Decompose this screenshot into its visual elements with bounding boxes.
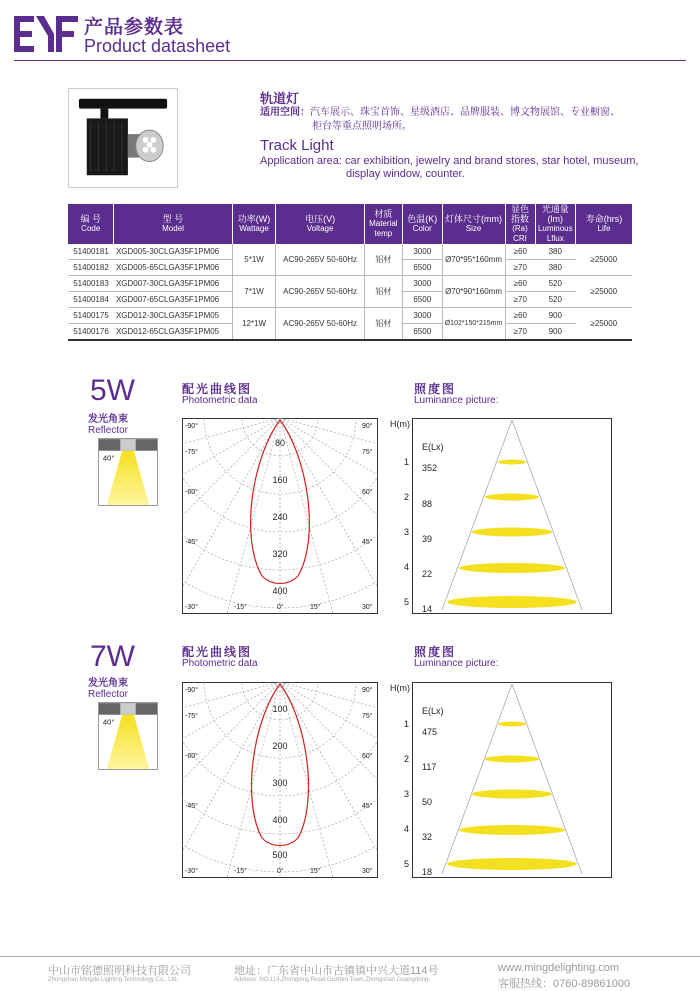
col-cri: 显色 指数 (Ra) CRI [505, 204, 535, 244]
cell-model: XGD012-65CLGA35F1PM05 [114, 324, 232, 341]
col-color: 色温(K) Color [402, 204, 442, 244]
height-label: 4 [404, 562, 410, 572]
angle-label: -15° [234, 868, 247, 875]
cell-color: 3000 [402, 276, 442, 292]
cell-size: Ø70*90*160mm [442, 276, 505, 308]
angle-label: 60° [362, 489, 373, 496]
luminance-title-en-7w: Luminance picture: [414, 658, 499, 669]
lux-label: 88 [422, 499, 433, 509]
table-row [68, 308, 632, 324]
photometric-title-en-7w: Photometric data [182, 658, 258, 669]
application-line1-cn: 汽车展示、珠宝首饰、星级酒店、品牌服装、博文物展馆、专业橱窗、 [310, 107, 620, 118]
cell-wattage: 5*1W [232, 244, 276, 276]
photometric-title-en-5w: Photometric data [182, 395, 258, 406]
ring-label: 500 [272, 850, 288, 860]
angle-label: 90° [362, 423, 373, 430]
col-material: 材质 Material temp [364, 204, 402, 244]
col-code: 编 号 Code [68, 204, 114, 244]
cell-code: 51400175 [68, 308, 114, 324]
product-photo [68, 88, 178, 188]
footer-company-cn: 中山市铭德照明科技有限公司 [48, 965, 191, 977]
angle-label: 30° [362, 604, 373, 611]
angle-label: 45° [362, 803, 373, 810]
cell-flux: 380 [535, 244, 576, 260]
luminance-chart-7w [386, 682, 612, 878]
cell-material: 铝材 [364, 308, 402, 341]
col-wattage: 功率(W) Wattage [232, 204, 276, 244]
beam-angle-5w: 40° [102, 453, 115, 463]
ring-label: 320 [272, 549, 288, 559]
height-label: 3 [404, 527, 410, 537]
cell-wattage: 12*1W [232, 308, 276, 341]
cell-model: XGD007-30CLGA35F1PM06 [114, 276, 232, 292]
cell-material: 铝材 [364, 244, 402, 276]
cell-flux: 900 [535, 324, 576, 341]
reflector-label-7w [88, 678, 128, 700]
application-line2-en: display window, counter. [346, 168, 465, 180]
angle-label: -45° [185, 803, 198, 810]
angle-label: -60° [185, 753, 198, 760]
application-en [260, 155, 660, 181]
cell-life: ≥25000 [576, 308, 632, 341]
angle-label: -90° [185, 687, 198, 694]
col-flux: 光通量 (lm) Luminous Lflux [535, 204, 576, 244]
cell-wattage: 7*1W [232, 276, 276, 308]
header-title-cn: 产品参数表 [84, 17, 185, 38]
cell-color: 3000 [402, 308, 442, 324]
height-label: 2 [404, 492, 410, 502]
cell-model: XGD005-30CLGA35F1PM06 [114, 244, 232, 260]
cell-voltage: AC90-265V 50-60Hz [276, 308, 364, 341]
photometric-title-cn-5w: 配光曲线图 [182, 382, 253, 396]
angle-label: -75° [185, 449, 198, 456]
cell-flux: 520 [535, 292, 576, 308]
h-label: H(m) [390, 683, 410, 693]
angle-label: 75° [362, 713, 373, 720]
lux-label: 117 [422, 762, 437, 772]
e-label: E(Lx) [422, 706, 444, 716]
reflector-label-5w [88, 414, 128, 436]
product-name-cn: 轨道灯 [260, 91, 300, 106]
wattage-7w-title: 7W [90, 640, 135, 673]
angle-label: 0° [277, 868, 284, 875]
height-label: 5 [404, 859, 410, 869]
luminance-title-en-5w: Luminance picture: [414, 395, 499, 406]
height-label: 2 [404, 754, 410, 764]
application-cn [260, 106, 660, 134]
col-size: 灯体尺寸(mm) Size [442, 204, 505, 244]
angle-label: 45° [362, 539, 373, 546]
cell-cri: ≥70 [505, 292, 535, 308]
lux-label: 22 [422, 569, 433, 579]
spec-table [68, 204, 632, 341]
cell-code: 51400184 [68, 292, 114, 308]
angle-label: -90° [185, 423, 198, 430]
footer-divider [0, 956, 700, 957]
beam-diagram-5w [98, 438, 158, 506]
angle-label: 60° [362, 753, 373, 760]
footer-hotline: 客服热线：0760-89861000 [498, 978, 631, 990]
footer-address-cn: 地址：广东省中山市古镇镇中兴大道114号 [234, 965, 439, 977]
cell-cri: ≥60 [505, 276, 535, 292]
cell-code: 51400182 [68, 260, 114, 276]
cell-model: XGD005-65CLGA35F1PM06 [114, 260, 232, 276]
ring-label: 160 [272, 475, 288, 485]
col-model: 型 号 Model [114, 204, 232, 244]
angle-label: 15° [310, 868, 321, 875]
cell-flux: 900 [535, 308, 576, 324]
ring-label: 80 [274, 438, 286, 448]
cell-model: XGD007-65CLGA35F1PM06 [114, 292, 232, 308]
polar-chart-5w [182, 418, 378, 614]
height-label: 1 [404, 719, 410, 729]
height-label: 4 [404, 824, 410, 834]
table-row [68, 276, 632, 292]
reflector-cn: 发光角束 [88, 678, 128, 689]
header-divider [14, 60, 686, 61]
cell-life: ≥25000 [576, 244, 632, 276]
angle-label: 15° [310, 604, 321, 611]
lux-label: 32 [422, 832, 433, 842]
cell-cri: ≥60 [505, 244, 535, 260]
cell-color: 6500 [402, 260, 442, 276]
angle-label: 0° [277, 604, 284, 611]
wattage-5w-title: 5W [90, 374, 135, 407]
ring-label: 400 [272, 815, 288, 825]
cell-flux: 380 [535, 260, 576, 276]
cell-flux: 520 [535, 276, 576, 292]
photometric-title-cn-7w: 配光曲线图 [182, 645, 253, 659]
product-name-en: Track Light [260, 137, 334, 154]
ring-label: 240 [272, 512, 288, 522]
luminance-title-cn-7w: 照度图 [414, 645, 457, 659]
col-life: 寿命(hrs) Life [576, 204, 632, 244]
footer-address-en: Address: NO.114,Zhongxing Road,Guzhen Town,Zhongshan,Guangdong [234, 977, 429, 983]
luminance-chart-5w [386, 418, 612, 614]
application-line2-cn: 柜台等重点照明场所。 [312, 121, 412, 132]
lux-label: 18 [422, 867, 433, 877]
lux-label: 50 [422, 797, 433, 807]
cell-cri: ≥70 [505, 260, 535, 276]
lux-label: 39 [422, 534, 433, 544]
angle-label: -60° [185, 489, 198, 496]
angle-label: 90° [362, 687, 373, 694]
reflector-en: Reflector [88, 689, 129, 700]
angle-label: -30° [185, 868, 198, 875]
cell-cri: ≥60 [505, 308, 535, 324]
beam-diagram-7w [98, 702, 158, 770]
luminance-title-cn-5w: 照度图 [414, 382, 457, 396]
cell-cri: ≥70 [505, 324, 535, 341]
table-row [68, 244, 632, 260]
angle-label: 75° [362, 449, 373, 456]
angle-label: -45° [185, 539, 198, 546]
height-label: 1 [404, 457, 410, 467]
angle-label: -15° [234, 604, 247, 611]
footer-company-en: Zhongshan Mingde Lighting Technology Co., Ltd. [48, 977, 179, 983]
col-voltage: 电压(V) Voltage [276, 204, 364, 244]
height-label: 5 [404, 597, 410, 607]
cell-size: Ø70*95*160mm [442, 244, 505, 276]
h-label: H(m) [390, 419, 410, 429]
cell-voltage: AC90-265V 50-60Hz [276, 244, 364, 276]
company-logo [14, 14, 78, 54]
angle-label: 30° [362, 868, 373, 875]
footer-website[interactable]: www.mingdelighting.com [498, 962, 620, 974]
application-label-cn: 适用空间： [260, 107, 310, 118]
cell-life: ≥25000 [576, 276, 632, 308]
lux-label: 352 [422, 463, 438, 473]
reflector-cn: 发光角束 [88, 414, 128, 425]
cell-code: 51400183 [68, 276, 114, 292]
cell-model: XGD012-30CLGA35F1PM05 [114, 308, 232, 324]
ring-label: 300 [272, 778, 288, 788]
cell-code: 51400176 [68, 324, 114, 341]
cell-voltage: AC90-265V 50-60Hz [276, 276, 364, 308]
polar-chart-7w [182, 682, 378, 878]
angle-label: -30° [185, 604, 198, 611]
application-line1-en: Application area: car exhibition, jewelry and brand stores, star hotel, museum, [260, 155, 639, 167]
lux-label: 14 [422, 604, 433, 614]
height-label: 3 [404, 789, 410, 799]
cell-code: 51400181 [68, 244, 114, 260]
ring-label: 400 [272, 586, 288, 596]
beam-angle-7w: 40° [102, 717, 115, 727]
reflector-en: Reflector [88, 425, 129, 436]
cell-size: Ø102*150*215mm [442, 308, 505, 341]
header-title-en: Product datasheet [84, 36, 231, 56]
lux-label: 475 [422, 727, 438, 737]
cell-material: 铝材 [364, 276, 402, 308]
cell-color: 6500 [402, 292, 442, 308]
cell-color: 3000 [402, 244, 442, 260]
angle-label: -75° [185, 713, 198, 720]
cell-color: 6500 [402, 324, 442, 341]
ring-label: 100 [272, 704, 288, 714]
ring-label: 200 [272, 741, 288, 751]
e-label: E(Lx) [422, 442, 444, 452]
